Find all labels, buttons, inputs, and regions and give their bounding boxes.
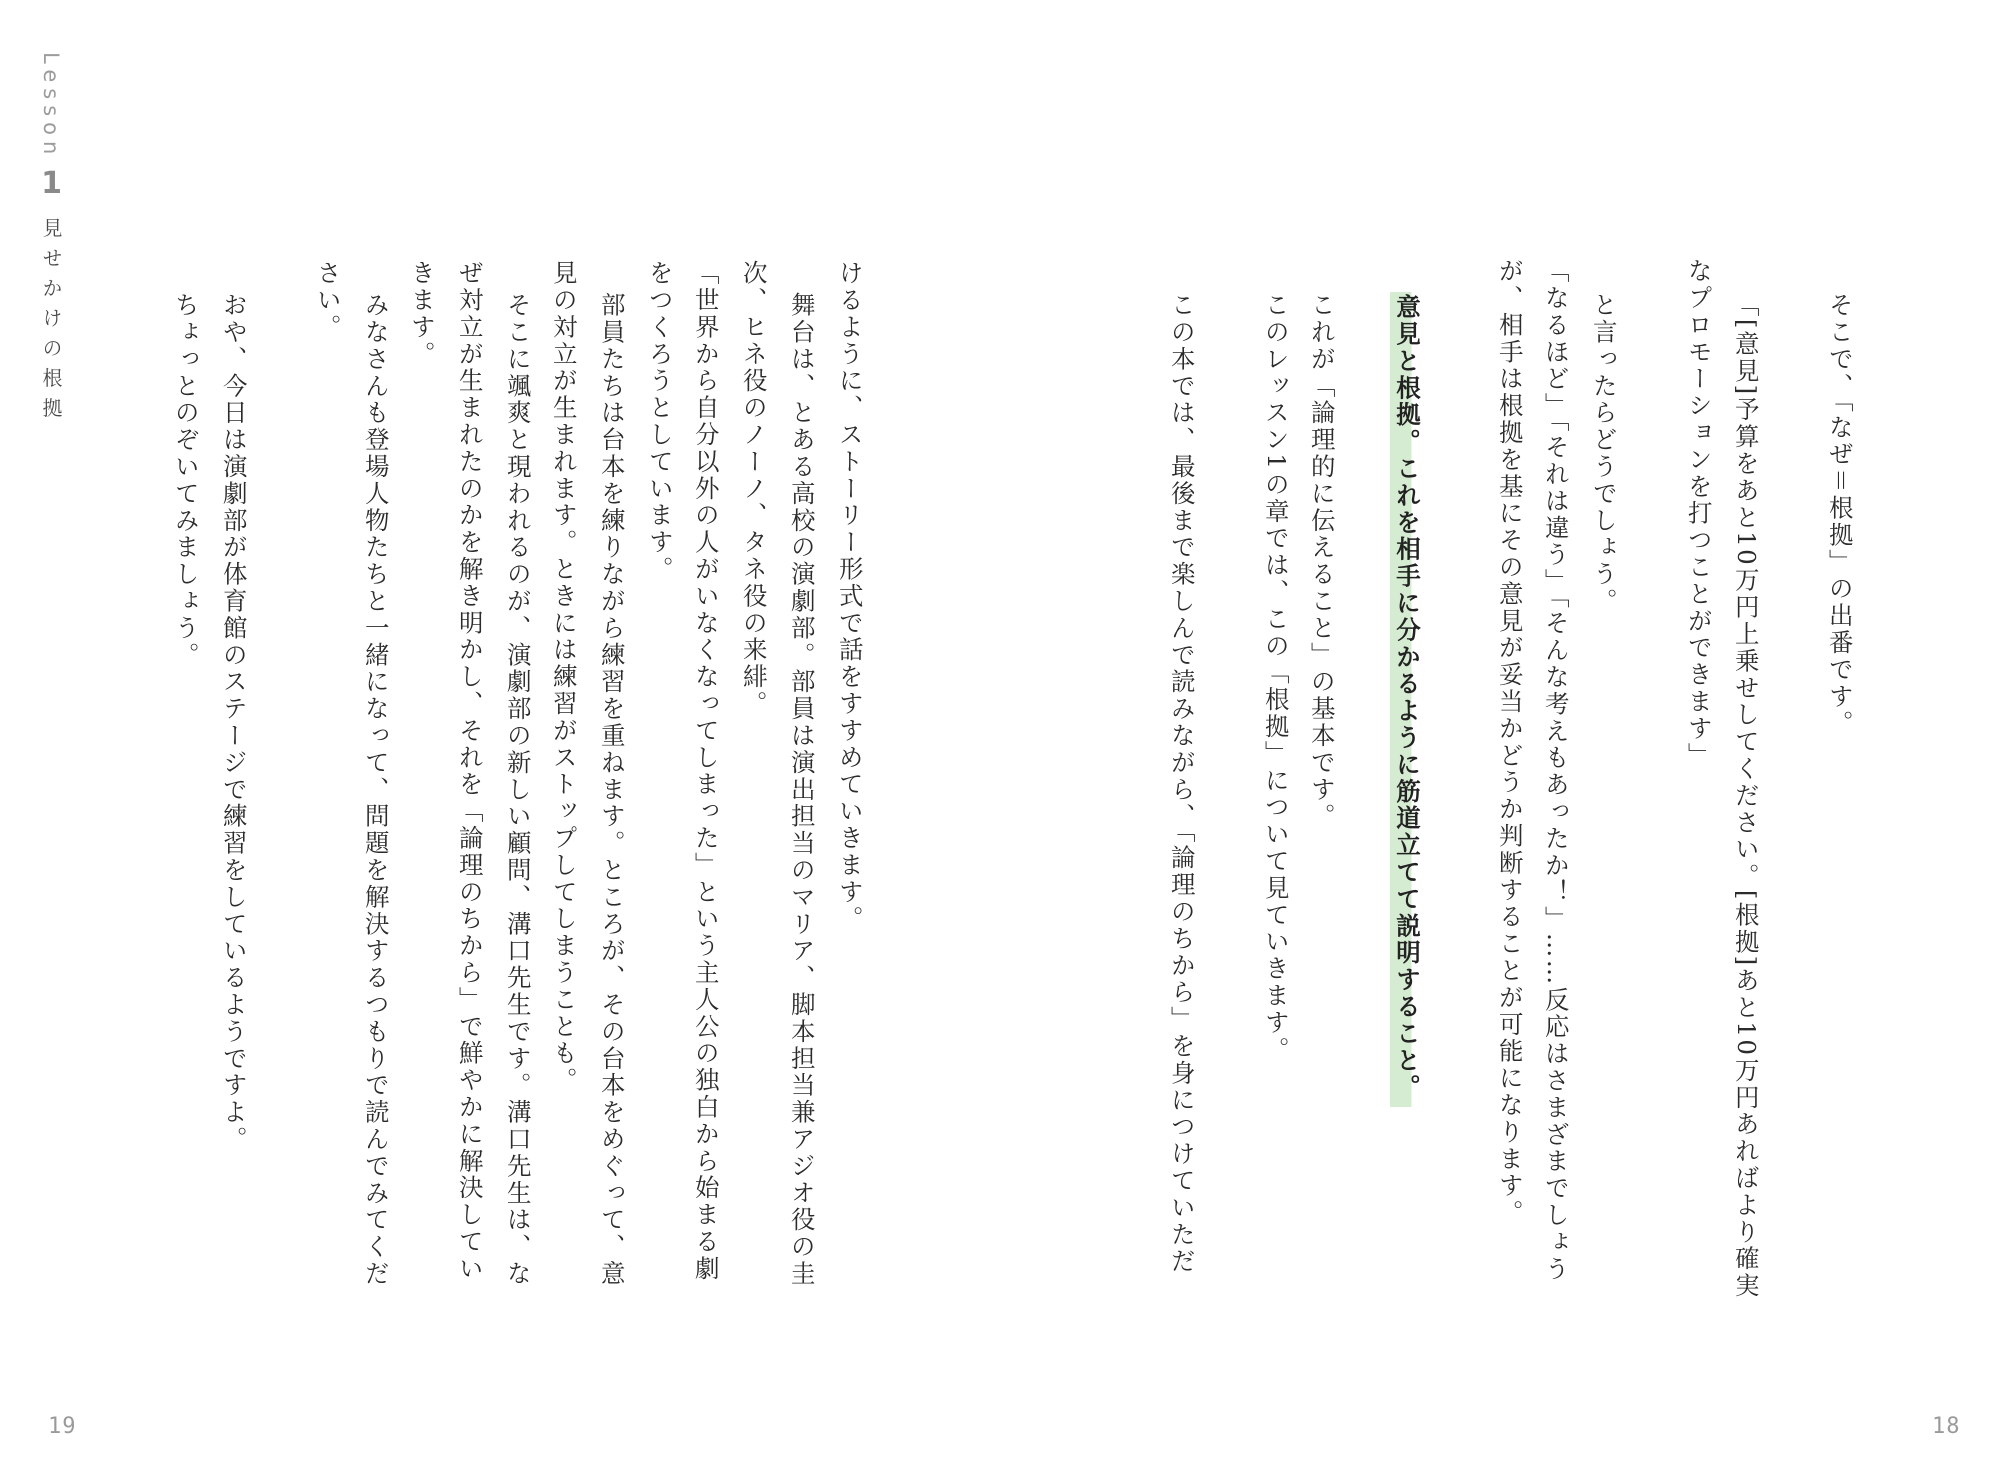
- left-line-9: ぜ対立が生まれたのかを解き明かし、それを「論理のちから」で鮮やかに解決してい: [455, 260, 485, 1283]
- right-line-3: なプロモーションを打つことができます」: [1684, 258, 1714, 770]
- left-line-6: 部員たちは台本を練りながら練習を重ねます。ところが、その台本をめぐって、意: [597, 292, 627, 1288]
- left-line-4: 「世界から自分以外の人がいなくなってしまった」という主人公の独白から始まる劇: [691, 260, 721, 1283]
- running-head-title: 見せかけの根拠: [39, 217, 63, 428]
- left-line-10: きます。: [407, 260, 437, 368]
- running-head-number: 1: [34, 166, 69, 202]
- page-number-left: 19: [48, 1414, 77, 1439]
- left-line-7: 見の対立が生まれます。ときには練習がストップしてしまうことも。: [549, 260, 579, 1094]
- right-line-5: 「なるほど」「それは違う」「そんな考えもあったか！」……反応はさまざまでしょう: [1541, 258, 1571, 1283]
- left-line-11: みなさんも登場人物たちと一緒になって、問題を解決するつもりで読んでみてくだ: [361, 292, 391, 1288]
- left-line-3: 次、ヒネ役のノーノ、タネ役の来緋。: [739, 260, 769, 718]
- right-line-6: が、相手は根拠を基にその意見が妥当かどうか判断することが可能になります。: [1495, 258, 1525, 1227]
- page-number-right: 18: [1932, 1414, 1961, 1439]
- left-line-8: そこに颯爽と現われるのが、演劇部の新しい顧問、溝口先生です。溝口先生は、な: [503, 292, 533, 1288]
- left-line-5: をつくろうとしています。: [645, 260, 675, 583]
- left-line-14: ちょっとのぞいてみましょう。: [171, 292, 201, 669]
- left-line-13: おや、今日は演劇部が体育館のステージで練習をしているようですよ。: [219, 292, 249, 1153]
- running-head: [34, 52, 69, 427]
- left-line-12: さい。: [313, 260, 343, 341]
- right-line-10: この本では、最後まで楽しんで読みながら、「論理のちから」を身につけていただ: [1167, 292, 1197, 1276]
- left-line-2: 舞台は、とある高校の演劇部。部員は演出担当のマリア、脚本担当兼アジオ役の圭: [787, 292, 817, 1288]
- left-line-1: けるように、ストーリー形式で話をすすめていきます。: [835, 260, 865, 933]
- section-heading: 意見と根拠。これを相手に分かるように筋道立てて説明すること。: [1390, 292, 1425, 1107]
- right-line-9: このレッスン1の章では、この「根拠」について見ていきます。: [1261, 292, 1291, 1064]
- right-line-1: そこで、「なぜ＝根拠」の出番です。: [1825, 292, 1855, 738]
- right-line-4: と言ったらどうでしょう。: [1589, 292, 1619, 615]
- running-head-lesson: Lesson: [39, 52, 63, 161]
- right-line-8: これが「論理的に伝えること」の基本です。: [1307, 292, 1337, 830]
- right-line-2: 「[意見]予算をあと10万円上乗せしてください。[根拠]あと10万円あればより確実: [1731, 292, 1761, 1300]
